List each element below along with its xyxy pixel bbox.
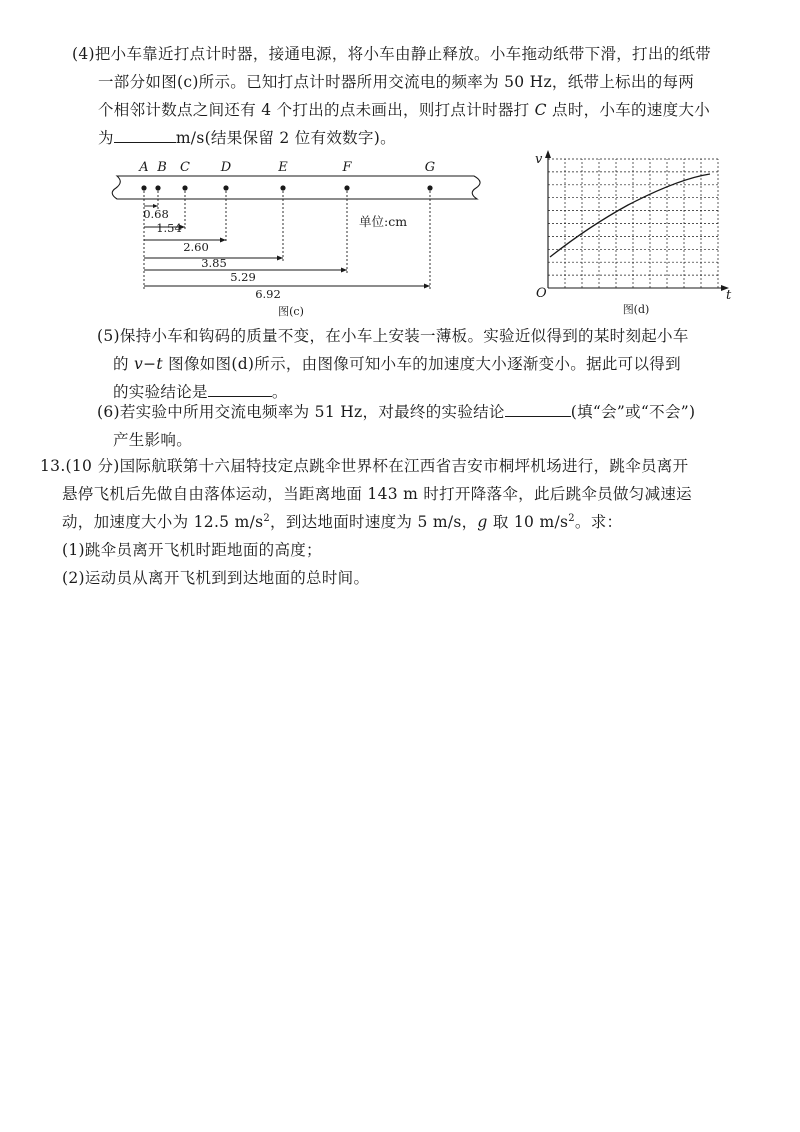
q13-line-2: 悬停飞机后先做自由落体运动，当距离地面 143 m 时打开降落伞，此后跳伞员做匀减速运 [62, 485, 692, 503]
distance-AF: 5.29 [230, 270, 256, 284]
vt-curve [550, 174, 710, 257]
x-axis-label: t [726, 288, 732, 303]
answer-blank [114, 126, 176, 143]
dot-C [182, 185, 187, 190]
q13-line-3: 动，加速度大小为 12.5 $m/s^2$，到达地面时速度为 5 m/s，g 取 10 $m/s^2$。求： [62, 512, 623, 531]
tape-dots [141, 185, 432, 190]
q6-line-2: 产生影响。 [113, 431, 193, 449]
distance-AE: 3.85 [201, 256, 227, 270]
question-13 [40, 452, 780, 592]
point-label-E: E [278, 160, 288, 175]
dot-D [223, 185, 228, 190]
q6-line-1: (6)若实验中所用交流电频率为 51 Hz，对最终的实验结论 (填“会”或“不会”) [97, 403, 695, 421]
answer-blank [505, 400, 571, 417]
point-label-F: F [342, 160, 352, 175]
q13-line-1: 13.(10 分)国际航联第十六届特技定点跳伞世界杯在江西省吉安市桐坪机场进行，跳伞员离开 [40, 457, 689, 475]
dot-E [280, 185, 285, 190]
point-label-G: G [424, 160, 436, 175]
distance-AC: 1.54 [156, 221, 182, 235]
point-label-B: B [157, 160, 167, 175]
answer-blank [208, 380, 272, 397]
q4-line-3: 个相邻计数点之间还有 4 个打出的点未画出，则打点计时器打 C 点时，小车的速度大小 [98, 101, 711, 119]
axes [545, 150, 729, 291]
distance-AB: 0.68 [143, 207, 169, 221]
q13-sub-2: (2)运动员从离开飞机到到达地面的总时间。 [62, 569, 370, 587]
q5-line-2: 的 v−t 图像如图(d)所示，由图像可知小车的加速度大小逐渐变小。据此可以得到 [113, 355, 681, 373]
point-label-A: A [139, 160, 149, 175]
distance-AG: 6.92 [255, 287, 281, 301]
tape-outline [112, 176, 480, 199]
q4-line-2: 一部分如图(c)所示。已知打点计时器所用交流电的频率为 50 Hz，纸带上标出的每两 [98, 73, 695, 91]
figure-d-caption: 图(d) [622, 303, 650, 316]
q4-line-1: (4)把小车靠近打点计时器，接通电源，将小车由静止释放。小车拖动纸带下滑，打出的纸带 [72, 45, 712, 63]
q5-line-3: 的实验结论是 。 [97, 378, 787, 406]
distance-AD: 2.60 [183, 240, 209, 254]
q4-line-4: 为 m/s(结果保留 2 位有效数字)。 [72, 124, 777, 152]
dot-G [427, 185, 432, 190]
y-axis-label: v [535, 152, 543, 167]
dot-A [141, 185, 146, 190]
figure-d-vt-graph [528, 145, 743, 320]
dot-B [155, 185, 160, 190]
q13-sub-1: (1)跳伞员离开飞机时距地面的高度； [62, 541, 322, 559]
q5-line-1: (5)保持小车和钩码的质量不变，在小车上安装一薄板。实验近似得到的某时刻起小车 [97, 327, 689, 345]
origin-label: O [536, 286, 547, 301]
point-label-C: C [180, 160, 190, 175]
question-5 [97, 322, 787, 406]
question-6 [97, 398, 787, 454]
unit-label: 单位:cm [359, 214, 408, 229]
point-label-D: D [220, 160, 232, 175]
dot-F [344, 185, 349, 190]
figure-c-paper-tape [108, 155, 490, 320]
question-4 [72, 40, 777, 152]
figure-c-caption: 图(c) [278, 305, 304, 318]
